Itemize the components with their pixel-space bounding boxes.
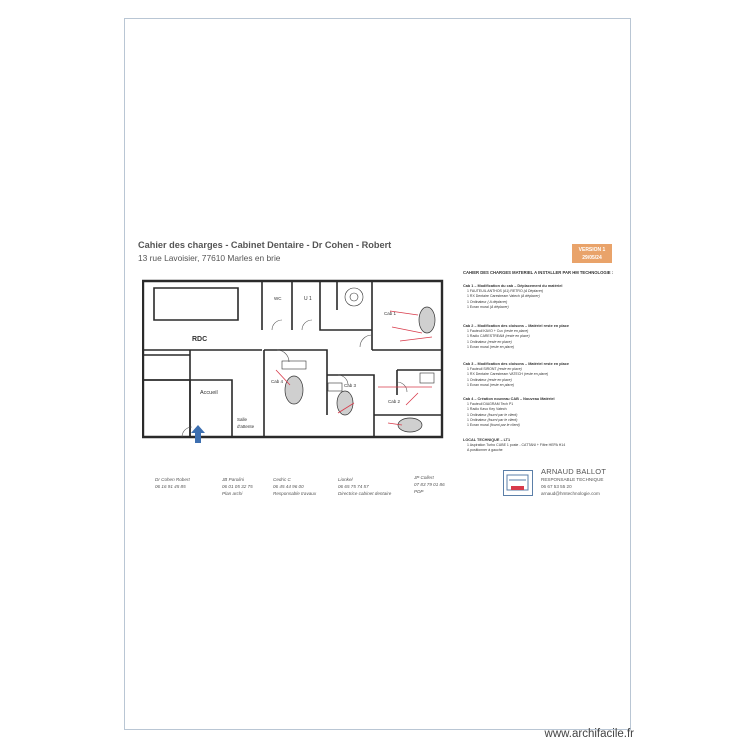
notes-item-text: 1 Ordinateur: [467, 339, 487, 344]
notes-item-text: 1 RX Dentaire Carestream VATECH: [467, 372, 523, 377]
notes-section-head: Cab 4 – Création nouveau CAB – Nouveau Matériel: [463, 397, 555, 401]
notes-item-text: 1 Fauteuil SIRONT: [467, 367, 497, 372]
label-cab-2: Cab 2: [388, 399, 401, 404]
notes-item-note: (A Déplacer): [523, 289, 544, 294]
notes-item-note: (A déplacer): [520, 294, 540, 299]
company-logo: [503, 470, 533, 496]
notes-item-note: (fourni par le client): [489, 423, 520, 428]
notes-item: [463, 448, 623, 453]
notes-section: [463, 397, 623, 428]
contact-phone: 06 01 05 32 75: [222, 484, 253, 489]
contact-card: [273, 476, 316, 497]
notes-item-note: (fourni par le client): [487, 412, 518, 417]
notes-item-text: 1 Aspiration Turbo CUBE 1 poste - CATTANI + Filtre HEPA H14: [467, 443, 566, 448]
notes-item-text: 1 Ordinateur: [467, 417, 487, 422]
contact-role: Plan archi: [222, 491, 243, 496]
notes-item-text: A positionner à gauche: [467, 448, 503, 453]
label-cab-3: Cab 3: [344, 383, 357, 388]
contact-role: PDP: [414, 489, 424, 494]
contact-phone: 06 45 44 96 00: [273, 484, 304, 489]
notes-item-text: 1 Ecran mural: [467, 344, 489, 349]
document-title: Cahier des charges - Cabinet Dentaire - Dr Cohen - Robert: [138, 240, 392, 250]
notes-item-note: (fourni par le client): [487, 417, 518, 422]
notes-item-note: (reste en place): [505, 334, 530, 339]
notes-item-text: 1 FAUTEUIL ANTHOS (A1) RETRO: [467, 289, 523, 294]
notes-item: [463, 345, 623, 350]
notes-item-note: (A déplacer): [489, 304, 509, 309]
label-u1: U 1: [304, 296, 312, 302]
notes-item-text: 1 Ecran mural: [467, 423, 489, 428]
notes-item: [463, 383, 623, 388]
contact-card: [155, 476, 190, 490]
contact-role: Directrice cabinet dentaire: [338, 491, 392, 496]
notes-item-note: (reste en place): [489, 344, 515, 349]
responsable-block: [541, 467, 606, 497]
contact-phone: 06 16 91 45 85: [155, 484, 186, 489]
contact-phone: 06 65 75 74 57: [338, 484, 369, 489]
responsable-email[interactable]: arnaud@hmtechnologie.com: [541, 491, 600, 496]
notes-item-text: 1 Radio Kavo Key Vatech: [467, 407, 507, 412]
label-cab-1: Cab 1: [384, 311, 397, 316]
notes-section-head: LOCAL TECHNIQUE – LT1: [463, 438, 511, 442]
notes-item-text: 1 Ecran mural: [467, 382, 489, 387]
notes-item-note: (reste en place): [489, 382, 515, 387]
notes-section-head: Cab 2 – Modification des cloisons – Matériel reste en place: [463, 324, 569, 328]
contact-name: Cedric C: [273, 477, 291, 482]
notes-item: [463, 305, 623, 310]
contact-name: Lionkel: [338, 477, 353, 482]
notes-section: [463, 362, 623, 388]
label-accueil: Accueil: [200, 390, 218, 396]
responsable-title: RESPONSABLE TECHNIQUE: [541, 477, 604, 482]
contact-card: [222, 476, 253, 497]
notes-item-text: 1 RX Dentaire Carestream Vatech: [467, 294, 520, 299]
notes-item-note: (reste en place): [497, 367, 522, 372]
notes-item-note: (reste en place): [487, 377, 512, 382]
label-salle-attente-1: Salle: [237, 417, 248, 422]
label-cab-4: Cab 4: [271, 379, 284, 384]
version-label: VERSION 1: [578, 247, 606, 253]
notes-section: [463, 324, 623, 350]
notes-item-text: 1 Ordinateur: [467, 412, 487, 417]
watermark-link[interactable]: www.archifacile.fr: [544, 728, 634, 740]
contact-name: JB Parolini: [222, 477, 244, 482]
contact-name: JP Collert: [414, 475, 434, 480]
responsable-phone: 06 67 53 55 20: [541, 484, 572, 489]
notes-item-text: 1 Ordinateur: [467, 299, 487, 304]
version-badge: [572, 244, 612, 263]
notes-section: [463, 438, 623, 454]
notes-item-text: 1 Fauteuil KAVO + Cuv: [467, 329, 504, 334]
notes-item-text: 1 Radio CARESTREAM: [467, 334, 505, 339]
floor-plan: [142, 275, 448, 443]
contact-phone: 07 83 79 01 86: [414, 482, 445, 487]
responsable-name: ARNAUD BALLOT: [541, 467, 607, 476]
contact-card: [414, 474, 445, 495]
notes-item-note: (reste en place): [487, 339, 512, 344]
notes-item-note: (reste en place): [523, 372, 549, 377]
notes-item: [463, 423, 623, 428]
notes-section: [463, 284, 623, 310]
label-wc: WC: [274, 296, 282, 301]
contact-name: Dr Cohen Robert: [155, 477, 190, 482]
notes-item-text: 1 Ordinateur: [467, 377, 487, 382]
notes-section-head: Cab 3 – Modification des cloisons – Matériel reste en place: [463, 362, 569, 366]
notes-item-note: (reste en place): [504, 329, 529, 334]
label-salle-attente-2: d'attente: [237, 424, 255, 429]
notes-item-note: ( A déplacer): [487, 299, 508, 304]
notes-title: CAHIER DES CHARGES MATERIEL A INSTALLER PAR HM TECHNOLOGIE :: [463, 270, 614, 275]
version-date: 29/05/24: [582, 255, 602, 261]
notes-item-text: 1 Fauteuil DIAGRAM Tech P1: [467, 402, 514, 407]
document-address: 13 rue Lavoisier, 77610 Marles en brie: [138, 253, 281, 263]
label-rdc: RDC: [192, 336, 208, 343]
notes-item-text: 1 Ecran mural: [467, 304, 489, 309]
notes-section-head: Cab 1 – Modification du cab – Déplacement du matériel: [463, 284, 563, 288]
contact-card: [338, 476, 391, 497]
contact-role: Responsable travaux: [273, 491, 317, 496]
